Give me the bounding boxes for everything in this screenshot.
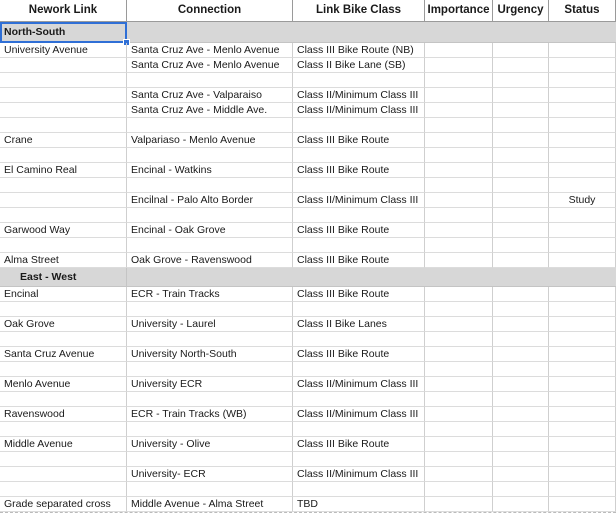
cell-urgency[interactable] [493,467,549,482]
cell-connection[interactable] [127,482,293,497]
cell-connection[interactable] [127,73,293,88]
table-row [0,332,616,347]
cell-importance[interactable] [425,193,493,208]
cell-status[interactable] [549,302,616,317]
cell-status[interactable] [549,103,616,118]
cell-status[interactable] [549,238,616,253]
table-row [0,302,616,317]
section-label-east-west[interactable]: East - West [0,268,127,287]
cell-importance[interactable] [425,133,493,148]
table-row [0,347,616,362]
col-header-link-bike-class[interactable]: Link Bike Class [293,0,425,22]
table-row [0,73,616,88]
cell-network-link[interactable] [0,467,127,482]
cell-link-bike-class[interactable]: Class III Bike Route [293,287,425,302]
cell-link-bike-class[interactable] [293,332,425,347]
table-row [0,377,616,392]
cell-network-link[interactable]: Alma Street [0,253,127,268]
cell-status[interactable] [549,163,616,178]
cell-urgency[interactable] [493,103,549,118]
cell-urgency[interactable] [493,377,549,392]
cell-status[interactable] [549,133,616,148]
cell-link-bike-class[interactable] [293,148,425,163]
cell-link-bike-class[interactable]: Class II/Minimum Class III [293,103,425,118]
cell-status[interactable] [549,118,616,133]
cell-link-bike-class[interactable]: Class III Bike Route [293,253,425,268]
cell-link-bike-class[interactable]: Class II Bike Lanes [293,317,425,332]
cell-importance[interactable] [425,103,493,118]
cell-connection[interactable] [127,422,293,437]
cell-importance[interactable] [425,362,493,377]
cell-urgency[interactable] [493,133,549,148]
cell-status[interactable] [549,253,616,268]
cell-connection[interactable] [127,148,293,163]
cell-link-bike-class[interactable]: Class II/Minimum Class III [293,88,425,103]
cell-urgency[interactable] [493,58,549,73]
cell-importance[interactable] [425,208,493,223]
cell-urgency[interactable] [493,238,549,253]
cell-network-link[interactable] [0,58,127,73]
cell-urgency[interactable] [493,148,549,163]
cell-network-link[interactable]: Menlo Avenue [0,377,127,392]
cell-network-link[interactable]: University Avenue [0,43,127,58]
cell-connection[interactable]: Oak Grove - Ravenswood [127,253,293,268]
cell-link-bike-class[interactable]: Class III Bike Route [293,133,425,148]
cell-network-link[interactable] [0,103,127,118]
cell-connection[interactable] [127,452,293,467]
table-row [0,103,616,118]
cell-link-bike-class[interactable]: Class III Bike Route (NB) [293,43,425,58]
col-header-network-link[interactable]: Nework Link [0,0,127,22]
section-label-north-south[interactable]: North-South [0,22,127,43]
cell-urgency[interactable] [493,422,549,437]
cell-link-bike-class[interactable] [293,392,425,407]
cell-network-link[interactable] [0,392,127,407]
cell-link-bike-class[interactable]: Class III Bike Route [293,163,425,178]
cell-urgency[interactable] [493,253,549,268]
table-row [0,497,616,512]
table-row [0,422,616,437]
cell-connection[interactable]: Santa Cruz Ave - Valparaiso [127,88,293,103]
cell-connection[interactable] [127,362,293,377]
cell-connection[interactable] [127,118,293,133]
cell-importance[interactable] [425,88,493,103]
cell-urgency[interactable] [493,482,549,497]
cell-importance[interactable] [425,482,493,497]
cell-status[interactable] [549,497,616,512]
cell-connection[interactable]: Encinal - Watkins [127,163,293,178]
col-header-status[interactable]: Status [549,0,616,22]
cell-importance[interactable] [425,317,493,332]
table-row [0,208,616,223]
cell-status[interactable] [549,208,616,223]
cell-status[interactable] [549,88,616,103]
table-row [0,452,616,467]
cell-network-link[interactable] [0,118,127,133]
cell-network-link[interactable]: Garwood Way [0,223,127,238]
cell-link-bike-class[interactable]: Class III Bike Route [293,223,425,238]
cell-status[interactable] [549,178,616,193]
cell-link-bike-class[interactable] [293,422,425,437]
section-row-north-south [0,22,616,43]
cell-link-bike-class[interactable] [293,118,425,133]
cell-status[interactable] [549,332,616,347]
cell-link-bike-class[interactable]: Class II/Minimum Class III [293,467,425,482]
cell-importance[interactable] [425,58,493,73]
table-row [0,437,616,452]
cell-status[interactable] [549,452,616,467]
cell-status[interactable] [549,287,616,302]
cell-link-bike-class[interactable] [293,178,425,193]
cell-importance[interactable] [425,377,493,392]
cell-importance[interactable] [425,253,493,268]
cell-link-bike-class[interactable]: Class II/Minimum Class III [293,193,425,208]
cell-connection[interactable]: Middle Avenue - Alma Street [127,497,293,512]
cell-link-bike-class[interactable]: Class II Bike Lane (SB) [293,58,425,73]
cell-urgency[interactable] [493,347,549,362]
cell-link-bike-class[interactable] [293,208,425,223]
cell-connection[interactable]: Santa Cruz Ave - Menlo Avenue [127,58,293,73]
cell-connection[interactable]: University - Olive [127,437,293,452]
header-row [0,0,616,22]
cell-link-bike-class[interactable]: Class II/Minimum Class III [293,407,425,422]
cell-network-link[interactable] [0,422,127,437]
cell-status[interactable] [549,58,616,73]
cell-urgency[interactable] [493,437,549,452]
cell-network-link[interactable]: Oak Grove [0,317,127,332]
cell-connection[interactable]: ECR - Train Tracks [127,287,293,302]
cell-link-bike-class[interactable] [293,482,425,497]
cell-network-link[interactable]: El Camino Real [0,163,127,178]
cell-status[interactable] [549,437,616,452]
cell-network-link[interactable] [0,482,127,497]
table-row [0,362,616,377]
cell-connection[interactable]: Valpariaso - Menlo Avenue [127,133,293,148]
cell-status[interactable] [549,467,616,482]
section-row-east-west [0,268,616,287]
cell-connection[interactable] [127,178,293,193]
cell-urgency[interactable] [493,193,549,208]
cell-urgency[interactable] [493,287,549,302]
cell-network-link[interactable] [0,302,127,317]
cell-status[interactable] [549,407,616,422]
cell-connection[interactable] [127,302,293,317]
cell-status[interactable]: Study [549,193,616,208]
cell-network-link[interactable] [0,88,127,103]
cell-importance[interactable] [425,467,493,482]
cell-importance[interactable] [425,43,493,58]
cell-importance[interactable] [425,73,493,88]
cell-connection[interactable]: University ECR [127,377,293,392]
cell-network-link[interactable] [0,178,127,193]
cell-network-link[interactable] [0,238,127,253]
cell-connection[interactable] [127,238,293,253]
cell-urgency[interactable] [493,88,549,103]
cell-importance[interactable] [425,452,493,467]
cell-link-bike-class[interactable]: Class III Bike Route [293,347,425,362]
table-row [0,148,616,163]
cell-importance[interactable] [425,422,493,437]
table-row [0,193,616,208]
table-row [0,392,616,407]
cell-connection[interactable] [127,392,293,407]
cell-network-link[interactable]: Encinal [0,287,127,302]
cell-link-bike-class[interactable]: Class II/Minimum Class III [293,377,425,392]
cell-importance[interactable] [425,238,493,253]
cell-connection[interactable]: Santa Cruz Ave - Menlo Avenue [127,43,293,58]
table-row [0,178,616,193]
cell-status[interactable] [549,482,616,497]
cell-importance[interactable] [425,148,493,163]
cell-importance[interactable] [425,497,493,512]
table-row [0,317,616,332]
table-row [0,467,616,482]
table-row [0,407,616,422]
cell-urgency[interactable] [493,452,549,467]
cell-network-link[interactable] [0,148,127,163]
cell-importance[interactable] [425,287,493,302]
cell-network-link[interactable] [0,362,127,377]
cell-importance[interactable] [425,223,493,238]
table-row [0,223,616,238]
cell-link-bike-class[interactable] [293,302,425,317]
cell-network-link[interactable] [0,452,127,467]
cell-urgency[interactable] [493,332,549,347]
table-row [0,58,616,73]
cell-status[interactable] [549,362,616,377]
cell-link-bike-class[interactable] [293,452,425,467]
cell-urgency[interactable] [493,317,549,332]
cell-importance[interactable] [425,178,493,193]
section-fill[interactable] [127,22,616,43]
cell-urgency[interactable] [493,497,549,512]
cell-network-link[interactable] [0,193,127,208]
page-break-line [0,512,616,516]
cell-status[interactable] [549,223,616,238]
col-header-urgency[interactable]: Urgency [493,0,549,22]
cell-urgency[interactable] [493,362,549,377]
cell-link-bike-class[interactable] [293,73,425,88]
cell-urgency[interactable] [493,43,549,58]
cell-importance[interactable] [425,163,493,178]
cell-network-link[interactable] [0,332,127,347]
cell-urgency[interactable] [493,223,549,238]
table-row [0,43,616,58]
col-header-importance[interactable]: Importance [425,0,493,22]
cell-status[interactable] [549,377,616,392]
table-row [0,253,616,268]
cell-importance[interactable] [425,392,493,407]
table-row [0,118,616,133]
cell-urgency[interactable] [493,208,549,223]
cell-importance[interactable] [425,407,493,422]
cell-importance[interactable] [425,302,493,317]
cell-importance[interactable] [425,347,493,362]
cell-urgency[interactable] [493,118,549,133]
cell-network-link[interactable] [0,73,127,88]
cell-importance[interactable] [425,332,493,347]
cell-link-bike-class[interactable] [293,362,425,377]
table-row [0,482,616,497]
cell-status[interactable] [549,392,616,407]
cell-connection[interactable]: Encinal - Oak Grove [127,223,293,238]
cell-connection[interactable] [127,332,293,347]
cell-link-bike-class[interactable]: Class III Bike Route [293,437,425,452]
cell-urgency[interactable] [493,178,549,193]
cell-status[interactable] [549,317,616,332]
cell-status[interactable] [549,347,616,362]
cell-link-bike-class[interactable] [293,238,425,253]
cell-status[interactable] [549,148,616,163]
cell-connection[interactable]: University North-South [127,347,293,362]
cell-network-link[interactable]: Grade separated cross [0,497,127,512]
cell-network-link[interactable]: Ravenswood [0,407,127,422]
cell-link-bike-class[interactable]: TBD [293,497,425,512]
cell-network-link[interactable]: Santa Cruz Avenue [0,347,127,362]
cell-importance[interactable] [425,118,493,133]
table-row [0,133,616,148]
cell-urgency[interactable] [493,302,549,317]
cell-urgency[interactable] [493,407,549,422]
cell-urgency[interactable] [493,73,549,88]
cell-network-link[interactable] [0,208,127,223]
table-row [0,238,616,253]
cell-status[interactable] [549,422,616,437]
cell-status[interactable] [549,73,616,88]
cell-connection[interactable]: Encilnal - Palo Alto Border [127,193,293,208]
cell-urgency[interactable] [493,392,549,407]
cell-connection[interactable]: Santa Cruz Ave - Middle Ave. [127,103,293,118]
cell-status[interactable] [549,43,616,58]
table-row [0,163,616,178]
section-fill[interactable] [127,268,616,287]
cell-network-link[interactable]: Crane [0,133,127,148]
col-header-connection[interactable]: Connection [127,0,293,22]
cell-connection[interactable]: University- ECR [127,467,293,482]
cell-connection[interactable]: ECR - Train Tracks (WB) [127,407,293,422]
cell-connection[interactable] [127,208,293,223]
cell-urgency[interactable] [493,163,549,178]
cell-network-link[interactable]: Middle Avenue [0,437,127,452]
table-row [0,287,616,302]
table-row [0,88,616,103]
cell-connection[interactable]: University - Laurel [127,317,293,332]
cell-importance[interactable] [425,437,493,452]
